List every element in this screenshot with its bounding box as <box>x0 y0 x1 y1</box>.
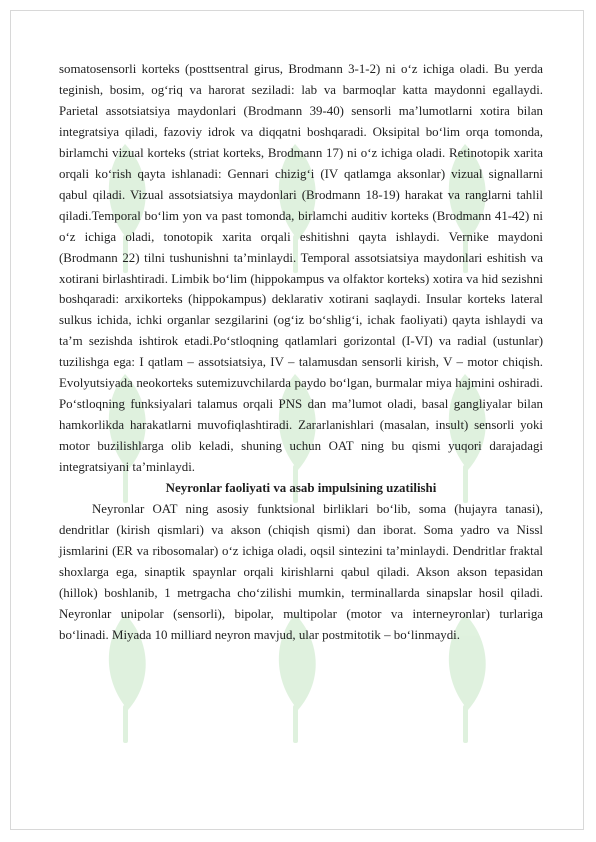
section-heading: Neyronlar faoliyati va asab impulsining uzatilishi <box>165 481 437 496</box>
body-paragraph: Neyronlar OAT ning asosiy funktsional birliklari bo‘lib, soma (hujayra tanasi), dendritlar (kirish qismlari) va akson (chiqish qismi) dan iborat. Soma yadro va Nissl jismlarini (ER va ribosomalar) o‘z ichiga oladi, oqsil sintezini ta’minlaydi. Dendritlar fraktal shoxlarga ega, sinaptik spaynlar orqali kirishlarni qabul qiladi. Akson akson tepasidan (hillok) boshlanib, 1 metrgacha cho‘zilishi mumkin, terminallarda sinapslar hosil qiladi. Neyronlar unipolar (sensorli), bipolar, multipolar (motor va interneyronlar) turlariga bo‘linadi. Miyada 10 milliard neyron mavjud, ular postmitotik – bo‘linmaydi. <box>59 502 543 642</box>
body-paragraph: somatosensorli korteks (posttsentral girus, Brodmann 3-1-2) ni o‘z ichiga oladi. Bu yerda teginish, bosim, og‘riq va harorat seziladi: lab va barmoqlar katta maydonni egallaydi. Parietal assotsiatsiya maydonlari (Brodmann 39-40) sensorli ma’lumotlarni xotira bilan integratsiya qiladi, fazoviy idrok va diqqatni boshqaradi. Oksipital bo‘lim orqa tomonda, birlamchi vizual korteks (striat korteks, Brodmann 17) ni o‘z ichiga oladi. Retinotopik xarita orqali ko‘rish qayta ishlanadi: Gennari chizig‘i (IV qatlamga aksonlar) vizual signallarni qabul qiladi. Vizual assotsiatsiya maydonlari (Brodmann 18-19) harakat va ranglarni tahlil qiladi.Temporal bo‘lim yon va past tomonda, birlamchi auditiv korteks (Brodmann 41-42) ni o‘z ichiga oladi, tonotopik xarita orqali eshitishni qayta ishlaydi. Vernike maydoni (Brodmann 22) tilni tushunishni ta’minlaydi. Temporal assotsiatsiya maydonlari eshitish va xotirani birlashtiradi. Limbik bo‘lim (hippokampus va olfaktor korteks) xotira va hid sezishni boshqaradi: arxikorteks (hippokampus) deklarativ xotirani saqlaydi. Insular korteks lateral sulkus ichida, ichki organlar sezgilarini (og‘iz bo‘shlig‘i, ichak faoliyati) qayta ishlaydi va ta’m sezishda ishtirok etadi.Po‘stloqning qatlamlari gorizontal (I-VI) va radial (ustunlar) tuzilishga ega: I qatlam – assotsiatsiya, IV – talamusdan sensorli kirish, V – motor chiqish. Evolyutsiyada neokorteks sutemizuvchilarda paydo bo‘lgan, burmalar miya hajmini oshiradi. Po‘stloqning funksiyalari talamus orqali PNS dan ma’lumot oladi, basal gangliyalar bilan hamkorlikda harakatlarni muvofiqlashtiradi. Zararlanishlari (masalan, insult) sensorli yoki motor buzilishlarga olib keladi, shuning uchun OAT ning bu qismi yuqori darajadagi integratsiyani ta’minlaydi. <box>59 62 543 475</box>
document-body <box>59 59 543 646</box>
